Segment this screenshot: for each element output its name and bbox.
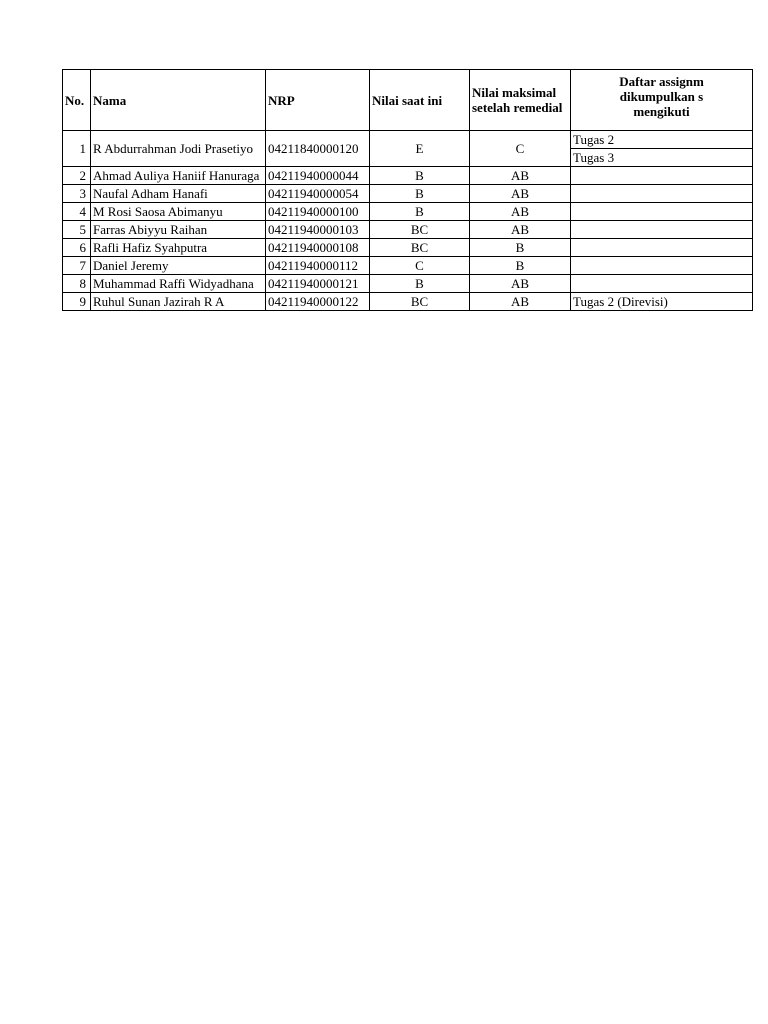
cell-assignment[interactable] (571, 257, 753, 275)
grade-table (62, 69, 753, 311)
cell-no[interactable]: 5 (63, 221, 91, 239)
table-row (63, 167, 753, 185)
cell-nilai-maksimal[interactable]: AB (470, 167, 571, 185)
cell-nama[interactable]: Ahmad Auliya Haniif Hanuraga (91, 167, 266, 185)
cell-no[interactable]: 2 (63, 167, 91, 185)
cell-nilai-saat-ini[interactable]: B (370, 167, 470, 185)
cell-nrp[interactable]: 04211940000044 (266, 167, 370, 185)
cell-assignment[interactable]: Tugas 2 (Direvisi) (571, 293, 753, 311)
cell-assignment[interactable]: Tugas 2 (571, 131, 753, 149)
cell-assignment[interactable] (571, 275, 753, 293)
cell-nama[interactable]: Daniel Jeremy (91, 257, 266, 275)
cell-assignment[interactable]: Tugas 3 (571, 149, 753, 167)
cell-nilai-maksimal[interactable]: AB (470, 275, 571, 293)
cell-nilai-saat-ini[interactable]: B (370, 185, 470, 203)
cell-nilai-saat-ini[interactable]: BC (370, 221, 470, 239)
cell-nilai-saat-ini[interactable]: B (370, 203, 470, 221)
cell-nama[interactable]: Rafli Hafiz Syahputra (91, 239, 266, 257)
cell-assignment[interactable] (571, 239, 753, 257)
table-body (63, 131, 753, 311)
header-daftar-line3: mengikuti (633, 104, 690, 119)
table-row (63, 275, 753, 293)
header-nilai-maksimal-line2: setelah remedial (472, 100, 563, 115)
cell-nrp[interactable]: 04211840000120 (266, 131, 370, 167)
cell-nilai-saat-ini[interactable]: BC (370, 239, 470, 257)
cell-nrp[interactable]: 04211940000121 (266, 275, 370, 293)
header-no: No. (63, 70, 91, 131)
cell-assignment[interactable] (571, 167, 753, 185)
header-nilai-maksimal-line1: Nilai maksimal (472, 85, 557, 100)
cell-nilai-maksimal[interactable]: C (470, 131, 571, 167)
cell-no[interactable]: 7 (63, 257, 91, 275)
header-nama: Nama (91, 70, 266, 131)
cell-nrp[interactable]: 04211940000054 (266, 185, 370, 203)
cell-nama[interactable]: M Rosi Saosa Abimanyu (91, 203, 266, 221)
cell-nama[interactable]: Muhammad Raffi Widyadhana (91, 275, 266, 293)
header-daftar-line2: dikumpulkan s (619, 89, 704, 104)
table-row (63, 203, 753, 221)
cell-no[interactable]: 6 (63, 239, 91, 257)
table-row (63, 221, 753, 239)
cell-nilai-maksimal[interactable]: AB (470, 185, 571, 203)
cell-nrp[interactable]: 04211940000103 (266, 221, 370, 239)
header-daftar-assignment (571, 70, 753, 131)
table-row (63, 257, 753, 275)
cell-nilai-maksimal[interactable]: AB (470, 203, 571, 221)
cell-nama[interactable]: Ruhul Sunan Jazirah R A (91, 293, 266, 311)
header-nrp: NRP (266, 70, 370, 131)
cell-no[interactable]: 4 (63, 203, 91, 221)
cell-no[interactable]: 3 (63, 185, 91, 203)
table-row (63, 239, 753, 257)
cell-nilai-saat-ini[interactable]: E (370, 131, 470, 167)
spreadsheet-view (62, 69, 704, 312)
cell-nilai-maksimal[interactable]: AB (470, 293, 571, 311)
cell-nrp[interactable]: 04211940000112 (266, 257, 370, 275)
header-nilai-saat-ini: Nilai saat ini (370, 70, 470, 131)
cell-nilai-saat-ini[interactable]: B (370, 275, 470, 293)
cell-nama[interactable]: R Abdurrahman Jodi Prasetiyo (91, 131, 266, 167)
cell-nilai-saat-ini[interactable]: BC (370, 293, 470, 311)
header-nilai-maksimal (470, 70, 571, 131)
table-row (63, 131, 753, 149)
cell-nrp[interactable]: 04211940000108 (266, 239, 370, 257)
cell-nilai-saat-ini[interactable]: C (370, 257, 470, 275)
cell-assignment[interactable] (571, 185, 753, 203)
header-daftar-line1: Daftar assignm (619, 74, 704, 89)
cell-assignment[interactable] (571, 221, 753, 239)
cell-nilai-maksimal[interactable]: B (470, 257, 571, 275)
cell-nama[interactable]: Farras Abiyyu Raihan (91, 221, 266, 239)
cell-assignment[interactable] (571, 203, 753, 221)
cell-no[interactable]: 9 (63, 293, 91, 311)
cell-nilai-maksimal[interactable]: B (470, 239, 571, 257)
cell-no[interactable]: 8 (63, 275, 91, 293)
table-row (63, 293, 753, 311)
header-row (63, 70, 753, 131)
cell-nilai-maksimal[interactable]: AB (470, 221, 571, 239)
cell-nrp[interactable]: 04211940000100 (266, 203, 370, 221)
table-row (63, 185, 753, 203)
cell-nrp[interactable]: 04211940000122 (266, 293, 370, 311)
cell-no[interactable]: 1 (63, 131, 91, 167)
cell-nama[interactable]: Naufal Adham Hanafi (91, 185, 266, 203)
